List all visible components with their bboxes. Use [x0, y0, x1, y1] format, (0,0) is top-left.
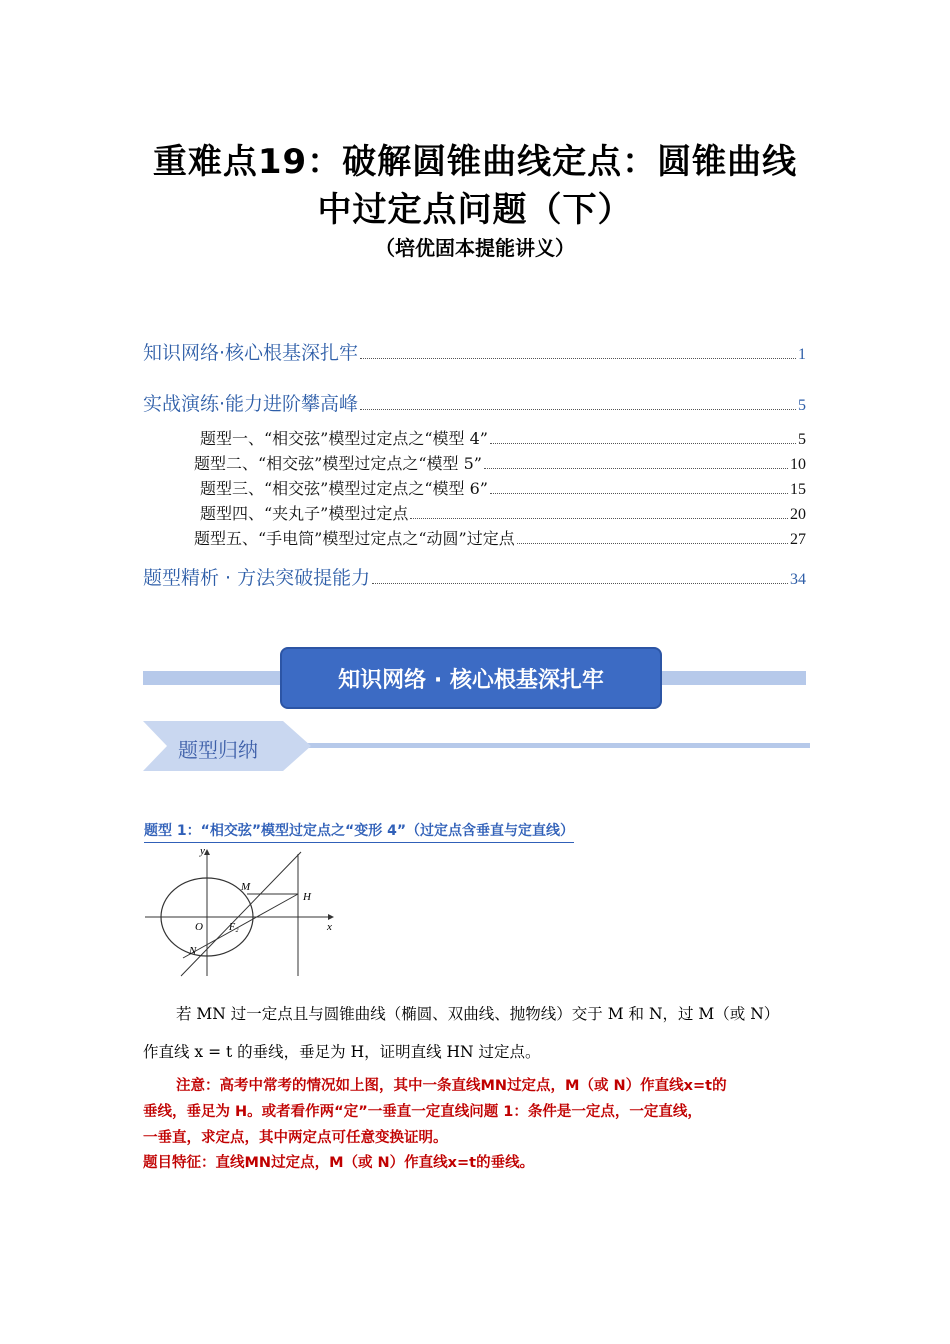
label-h: H — [303, 891, 311, 903]
toc-sub-entry-1[interactable] — [200, 426, 806, 449]
toc-leader — [410, 518, 788, 519]
label-o: O — [195, 921, 203, 933]
doc-title-line1: 重难点19：破解圆锥曲线定点：圆锥曲线 — [152, 142, 798, 182]
doc-subtitle: （培优固本提能讲义） — [375, 236, 575, 260]
label-n: N — [189, 945, 197, 957]
label-m: M — [241, 881, 251, 893]
toc-page: 27 — [790, 531, 806, 548]
toc-leader — [360, 358, 796, 359]
toc-page: 5 — [798, 431, 806, 448]
toc-entry-methods[interactable] — [143, 563, 806, 590]
toc-leader — [360, 409, 796, 410]
note-line-4: 题目特征：直线MN过定点，M（或 N）作直线x=t的垂线。 — [143, 1155, 535, 1171]
toc-sub-entry-5[interactable] — [194, 526, 806, 549]
toc-sub-label: 题型三、“相交弦”模型过定点之“模型 6” — [200, 479, 488, 498]
toc-page: 20 — [790, 506, 806, 523]
toc-leader — [490, 493, 788, 494]
type-heading: 题型 1：“相交弦”模型过定点之“变形 4”（过定点含垂直与定直线） — [144, 820, 574, 843]
toc-entry-knowledge[interactable] — [143, 338, 806, 365]
toc-sub-label: 题型二、“相交弦”模型过定点之“模型 5” — [194, 454, 482, 473]
toc-page: 1 — [798, 346, 806, 363]
toc-sub-entry-4[interactable] — [200, 501, 806, 524]
toc-sub-entry-2[interactable] — [194, 451, 806, 474]
note-line-3: 一垂直，求定点，其中两定点可任意变换证明。 — [143, 1130, 448, 1146]
note-line-1: 注意：高考中常考的情况如上图，其中一条直线MN过定点，M（或 N）作直线x=t的 — [176, 1078, 727, 1094]
toc-label: 题型精析 · 方法突破提能力 — [143, 567, 371, 589]
doc-title-line2: 中过定点问题（下） — [317, 190, 633, 230]
toc-leader — [517, 543, 788, 544]
toc-leader — [372, 583, 788, 584]
ellipse-figure — [143, 846, 343, 978]
tag-rule — [300, 743, 810, 748]
toc-sub-label: 题型一、“相交弦”模型过定点之“模型 4” — [200, 429, 488, 448]
toc-leader — [490, 443, 796, 444]
label-y: y — [200, 846, 205, 857]
section-tag: 题型归纳 — [178, 738, 258, 762]
section-banner: 知识网络 · 核心根基深扎牢 — [280, 647, 662, 709]
toc-entry-practice[interactable] — [143, 389, 806, 416]
toc-page: 15 — [790, 481, 806, 498]
toc-sub-entry-3[interactable] — [200, 476, 806, 499]
body-paragraph-1: 若 MN 过一定点且与圆锥曲线（椭圆、双曲线、抛物线）交于 M 和 N，过 M（或 N） — [176, 1005, 780, 1023]
body-paragraph-2: 作直线 x = t 的垂线，垂足为 H，证明直线 HN 过定点。 — [143, 1043, 541, 1061]
toc-sub-label: 题型四、“夹丸子”模型过定点 — [200, 504, 409, 523]
label-x: x — [327, 921, 332, 933]
toc-label: 实战演练·能力进阶攀高峰 — [143, 393, 359, 415]
toc-page: 5 — [798, 397, 806, 414]
line-mn — [181, 852, 301, 976]
toc-page: 34 — [790, 571, 806, 588]
note-line-2: 垂线，垂足为 H。或者看作两“定”一垂直一定直线问题 1：条件是一定点，一定直线， — [143, 1104, 702, 1120]
toc-page: 10 — [790, 456, 806, 473]
label-f2: F₂ — [229, 922, 239, 933]
toc-sub-label: 题型五、“手电筒”模型过定点之“动圆”过定点 — [194, 529, 515, 548]
toc-leader — [484, 468, 788, 469]
toc-label: 知识网络·核心根基深扎牢 — [143, 342, 359, 364]
